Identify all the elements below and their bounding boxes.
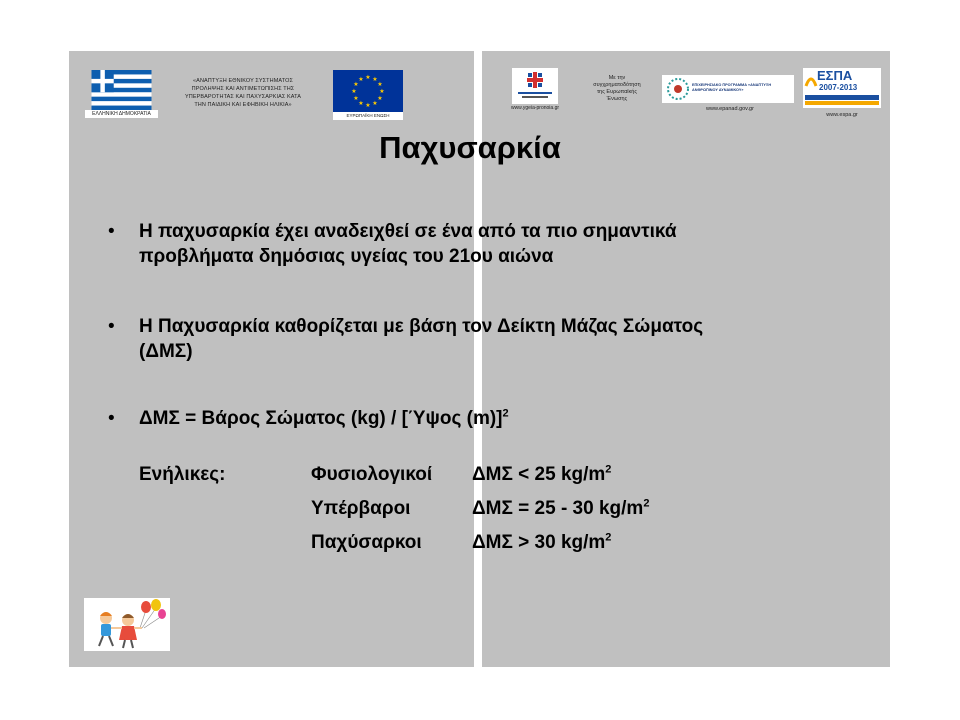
espa-years: 2007-2013 [819,83,858,92]
epanad-url: www.epanad.gov.gr [706,106,754,112]
category-label: Φυσιολογικοί [311,464,433,485]
svg-text:★: ★ [377,95,383,102]
espa-url: www.espa.gr [826,112,858,118]
ygeia-logo-icon [512,68,558,104]
svg-text:★: ★ [351,88,357,95]
children-balloons-icon [84,598,170,651]
cofunding-line: συγχρηματοδότηση [593,82,641,88]
bullet-line: Η παχυσαρκία έχει αναδειχθεί σε ένα από τα πιο σημαντικά [139,221,677,242]
bullet-text [139,219,677,269]
program-line: ΤΗΝ ΠΑΙΔΙΚΗ ΚΑΙ ΕΦΗΒΙΚΗ ΗΛΙΚΙΑ» [194,102,292,108]
greek-flag-caption: ΕΛΛΗΝΙΚΗ ΔΗΜΟΚΡΑΤΙΑ [85,110,158,118]
program-line: «ΑΝΑΠΤΥΞΗ ΕΘΝΙΚΟΥ ΣΥΣΤΗΜΑΤΟΣ [193,78,293,84]
svg-text:★: ★ [358,76,364,83]
program-line: ΠΡΟΛΗΨΗΣ ΚΑΙ ΑΝΤΙΜΕΤΩΠΙΣΗΣ ΤΗΣ [191,86,295,92]
espa-logo-icon [803,68,881,108]
bmi-range-text: ΔΜΣ < 25 kg/m [472,464,606,485]
bmi-range-text: ΔΜΣ = 25 - 30 kg/m [472,498,644,519]
svg-text:★: ★ [365,74,371,81]
bullet-text [139,314,703,364]
bullet-item [108,314,828,364]
espa-name: ΕΣΠΑ [817,68,853,83]
bmi-range [472,532,611,554]
eu-flag-caption: ΕΥΡΩΠΑΪΚΗ ΕΝΩΣΗ [333,112,403,120]
bullet-line: προβλήματα δημόσιας υγείας του 21ου αιώνα [139,246,554,267]
svg-text:★: ★ [353,81,359,88]
superscript: 2 [605,531,612,544]
bmi-formula: ΔΜΣ = Βάρος Σώματος (kg) / [Ύψος (m)] [139,408,503,429]
bullet-text [139,406,509,431]
greek-flag-icon [85,70,158,118]
espa-stripe [805,95,879,100]
bullet-line: Η Παχυσαρκία καθορίζεται με βάση τον Δείκτη Μάζας Σώματος [139,316,704,337]
espa-stripe [805,101,879,105]
svg-text:★: ★ [379,88,385,95]
svg-text:★: ★ [353,95,359,102]
svg-text:★: ★ [358,100,364,107]
svg-text:★: ★ [377,81,383,88]
cofunding-text [572,75,662,103]
bullet-item [108,406,708,431]
adults-label: Ενήλικες: [139,464,226,485]
bmi-range [472,498,649,520]
svg-text:★: ★ [372,100,378,107]
category-label: Υπέρβαροι [311,498,411,519]
bullet-line: (ΔΜΣ) [139,341,193,362]
cofunding-line: Ένωσης [606,96,628,102]
program-title [168,77,318,109]
bullet-symbol: • [108,316,115,337]
bmi-range-text: ΔΜΣ > 30 kg/m [472,532,606,553]
bullet-symbol: • [108,221,115,242]
epanad-name: ΕΠΙΧΕΙΡΗΣΙΑΚΟ ΠΡΟΓΡΑΜΜΑ «ΑΝΑΠΤΥΞΗ ΑΝΘΡΩΠΙΝΟΥ ΔΥΝΑΜΙΚΟΥ» [692,83,772,92]
superscript: 2 [643,497,650,510]
category-label: Παχύσαρκοι [311,532,422,553]
eu-flag-icon [333,70,403,120]
cofunding-line: της Ευρωπαϊκής [596,89,637,95]
bullet-symbol: • [108,408,115,429]
svg-text:★: ★ [365,102,371,109]
slide-title: Παχυσαρκία [379,130,561,165]
superscript: 2 [605,463,612,476]
svg-text:★: ★ [372,76,378,83]
program-line: ΥΠΕΡΒΑΡΟΤΗΤΑΣ ΚΑΙ ΠΑΧΥΣΑΡΚΙΑΣ ΚΑΤΑ [185,94,301,100]
epanad-logo-icon [662,75,794,103]
bmi-range [472,464,611,486]
bullet-item [108,219,808,269]
cofunding-line: Με την [608,75,626,81]
superscript: 2 [502,407,509,420]
ygeia-url: www.ygeia-pronoia.gr [510,105,560,111]
